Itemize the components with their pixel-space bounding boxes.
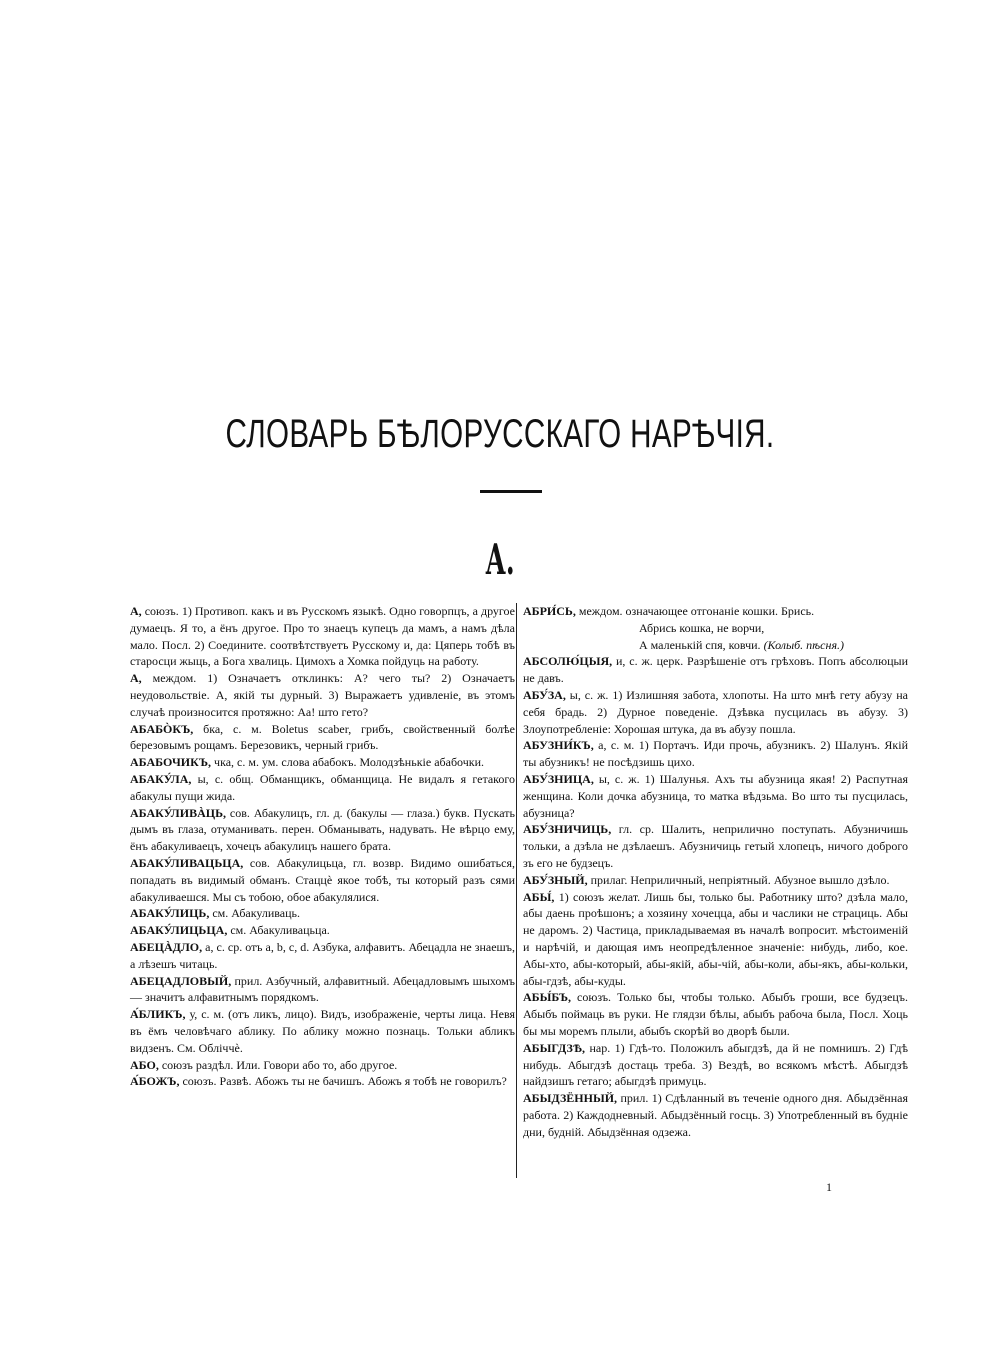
headword: АБЕЦÀДЛО, bbox=[130, 939, 203, 954]
definition: сов. Абакулицьца, гл. возвр. Видимо ошибаться, попадать въ видимый обманъ. Стаццѐ якое тобѣ, ты который разъ сями абакуливаешся. Мы съ тобою, обое абакулялися. bbox=[130, 855, 515, 904]
headword: А́БОЖЪ, bbox=[130, 1074, 180, 1089]
dictionary-entry bbox=[523, 821, 908, 871]
headword: АБАКУ́ЛИЦЬ, bbox=[130, 906, 210, 921]
definition: ы, с. общ. Обманщикъ, обманщица. Не видалъ я гетакого абакулы пущи жида. bbox=[130, 771, 515, 803]
headword: АБСОЛЮ́ЦЫЯ, bbox=[523, 654, 613, 669]
definition: ы, с. ж. 1) Излишняя забота, хлопоты. На што мнѣ гету абузу на себя брадь. 2) Дурное поведеніе. Дзѣвка пусцилась въ абузу. 3) Злоупотребленіе: Хорошая штука, да въ абузу пошла. bbox=[523, 687, 908, 736]
dictionary-entry bbox=[130, 771, 515, 805]
dictionary-entry bbox=[523, 687, 908, 737]
dictionary-entry bbox=[130, 973, 515, 1007]
dictionary-entry bbox=[130, 754, 515, 771]
headword: АБУ́ЗНИЧИЦЬ, bbox=[523, 822, 612, 837]
headword: АБЫ́, bbox=[523, 889, 555, 904]
definition: гл. ср. Шалить, неприлично поступать. Абузничишь тольки, а дзѣла не дзѣлаешъ. Абузничиць гетый хлопецъ, ничого доброго зъ его не будзецъ. bbox=[523, 822, 908, 870]
dictionary-entry bbox=[523, 653, 908, 687]
definition: чка, с. м. ум. слова абабокъ. Молодзѣнькіе абабочки. bbox=[211, 755, 485, 770]
section-letter: А. bbox=[485, 535, 515, 584]
definition: междом. означающее отгонаніе кошки. Брись. bbox=[575, 604, 815, 618]
dictionary-entry bbox=[130, 805, 515, 855]
title-divider bbox=[480, 490, 542, 493]
definition: ы, с. ж. 1) Шалунья. Ахъ ты абузница якая! 2) Распутная женщина. Коли дочка абузница, то матка вѣдзьма. Во што ты пусцилась, абузница? bbox=[523, 771, 908, 820]
dictionary-entry bbox=[523, 1090, 908, 1140]
dictionary-entry bbox=[130, 855, 515, 905]
definition: прил. 1) Сдѣланный въ теченіе одного дня. Абыдзённая работа. 2) Каждодневный. Абыдзённый госць. 3) Употребленный въ будніе дни, будній. Абыдзённая одзежа. bbox=[523, 1091, 908, 1139]
headword: АБАКУ́ЛА, bbox=[130, 771, 192, 786]
dictionary-entry bbox=[130, 670, 515, 720]
headword: АБЕЦАДЛОВЫЙ, bbox=[130, 973, 232, 988]
definition: у, с. м. (отъ ликъ, лицо). Видъ, изображеніе, черты лица. Невя въ ёмъ человѣчаго аблику. По аблику можно познаць. Тольки абликъ видзенъ. См. Обліччѐ. bbox=[130, 1007, 515, 1055]
definition: междом. 1) Означаетъ отклинкъ: А? чего ты? 2) Означаетъ неудовольствіе. А, якій ты дурный. 3) Выражаетъ удивленіе, въ этомъ случаѣ произносится протяжно: Аа! што гето? bbox=[130, 671, 515, 719]
headword: АБЫ́БЪ, bbox=[523, 990, 572, 1005]
dictionary-entry bbox=[130, 1057, 515, 1074]
verse-text: А маленькій спя, ковчи. bbox=[639, 637, 761, 652]
definition: 1) союзъ желат. Лишь бы, только бы. Работнику што? дзѣла мало, абы даень проѣшонъ; а хозяину хочецца, абы и часлики не страциць. Абы не даромъ. 2) Частица, прикладываемая въ началѣ вопросит. мѣстоименій и нарѣчій, и дающая имъ неопредѣленное значеніе: нибудь, либо, кое. Абы-хто, абы-который, абы-якій, абы-чій, абы-коли, абы-якъ, абы-кольки, абы-гдзѣ, абы-куды. bbox=[523, 889, 908, 988]
page-number: 1 bbox=[826, 1180, 832, 1194]
dictionary-entry bbox=[523, 771, 908, 821]
dictionary-entry bbox=[130, 1073, 515, 1090]
definition: прил. Азбучный, алфавитный. Абецадловымъ шыхомъ — значитъ алфавитнымъ порядкомъ. bbox=[130, 973, 515, 1005]
headword: АБАБОЧИКЪ, bbox=[130, 755, 212, 770]
definition: прилаг. Неприличный, непріятный. Абузное вышло дзѣло. bbox=[587, 872, 890, 887]
dictionary-entry bbox=[130, 603, 515, 670]
headword: АБУ́ЗНИЦА, bbox=[523, 771, 594, 786]
headword: А́БЛИКЪ, bbox=[130, 1007, 186, 1022]
dictionary-entry bbox=[130, 905, 515, 922]
headword: АБУЗНИ́КЪ, bbox=[523, 738, 594, 753]
page-title: СЛОВАРЬ БѢЛОРУССКАГО НАРѢЧІЯ. bbox=[225, 412, 775, 456]
dictionary-entry bbox=[523, 737, 908, 771]
headword: АБО, bbox=[130, 1057, 159, 1072]
dictionary-entry bbox=[130, 939, 515, 973]
dictionary-entry bbox=[130, 721, 515, 755]
verse-line bbox=[639, 620, 908, 637]
dictionary-entry bbox=[523, 1040, 908, 1090]
definition: союзъ. Развѣ. Абожъ ты не бачишъ. Абожъ я тобѣ не говорилъ? bbox=[179, 1074, 507, 1089]
headword: А, bbox=[130, 604, 142, 618]
definition: и, с. ж. церк. Разрѣшеніе отъ грѣховъ. Попъ абсолюцыи не давъ. bbox=[523, 654, 908, 686]
definition: нар. 1) Гдѣ-то. Положилъ абыгдзѣ, да й не помнишъ. 2) Гдѣ нибудь. Абыгдзѣ достаць треба. 3) Вездѣ, во всякомъ мѣстѣ. Абыгдзѣ найдзишъ гетаго; абыгдзѣ примуць. bbox=[523, 1040, 908, 1089]
verse-source: (Колыб. пѣсня.) bbox=[763, 637, 845, 652]
headword: АБРИ́СЬ, bbox=[523, 604, 576, 618]
headword: А, bbox=[130, 671, 142, 686]
headword: АБЫГДЗѢ, bbox=[523, 1040, 586, 1055]
dictionary-entry bbox=[523, 989, 908, 1039]
definition: а, с. м. 1) Портачъ. Иди прочь, абузникъ. 2) Шалунъ. Якій ты абузникъ! не посѣдзишь цихо. bbox=[523, 738, 908, 770]
right-column bbox=[523, 603, 908, 1141]
definition: союзъ. 1) Противоп. какъ и въ Русскомъ языкѣ. Одно говорпцъ, а другое думаецъ. Я то, а ёнъ другое. Про то знаецъ купецъ да мамъ, а намъ дѣла мало. Посл. 2) Соедините. соотвѣтствуетъ Русскому и, да: Цяперь тобѣ въ старосци жыць, а Бога хвалиць. Цимохъ а Хомка пойдуць на работу. bbox=[130, 604, 515, 669]
definition: а, с. ср. отъ a, b, c, d. Азбука, алфавитъ. Абецадла не знаешъ, а лѣзешъ читаць. bbox=[130, 939, 515, 971]
headword: АБЫДЗЁННЫЙ, bbox=[523, 1091, 618, 1106]
headword: АБУ́ЗНЫЙ, bbox=[523, 872, 588, 887]
headword: АБАКУ́ЛИЦЬЦА, bbox=[130, 923, 228, 938]
headword: АБАБÒКЪ, bbox=[130, 721, 194, 736]
dictionary-entry bbox=[130, 1006, 515, 1056]
left-column bbox=[130, 603, 515, 1090]
headword: АБАКУ́ЛИВÀЦЬ, bbox=[130, 805, 227, 820]
dictionary-entry bbox=[523, 603, 908, 620]
definition: союзъ раздѣл. Или. Говори або то, або другое. bbox=[158, 1057, 398, 1072]
definition: см. Абакуливаць. bbox=[209, 906, 301, 921]
definition: союзъ. Только бы, чтобы только. Абыбъ гроши, все будзецъ. Абыбъ поймаць въ руки. Не глядзи бѣлы, абыбъ рабоча была, Посл. Хоць бы мы моремъ плыли, абыбъ скорѣй во дворѣ были. bbox=[523, 990, 908, 1038]
headword: АБАКУ́ЛИВАЦЬЦА, bbox=[130, 855, 244, 870]
dictionary-entry bbox=[130, 922, 515, 939]
dictionary-entry bbox=[523, 872, 908, 889]
dictionary-entry bbox=[523, 889, 908, 990]
verse-line bbox=[639, 637, 908, 654]
column-divider bbox=[516, 603, 517, 1178]
definition: сов. Абакулицъ, гл. д. (бакулы — глаза.) букв. Пускать дымъ въ глаза, отуманивать. перен. Обманывать, надувать. Не вѣрцо ему, ёнъ абакуливаецъ, хочецъ абакулицъ нашего брата. bbox=[130, 805, 515, 854]
headword: АБУ́ЗА, bbox=[523, 687, 566, 702]
verse-text: Абрись кошка, не ворчи, bbox=[639, 620, 765, 635]
definition: см. Абакуливацьца. bbox=[227, 923, 330, 938]
definition: бка, с. м. Boletus scaber, грибъ, свойственный болѣе березовымъ рощамъ. Березовикъ, черный грибъ. bbox=[130, 721, 515, 753]
